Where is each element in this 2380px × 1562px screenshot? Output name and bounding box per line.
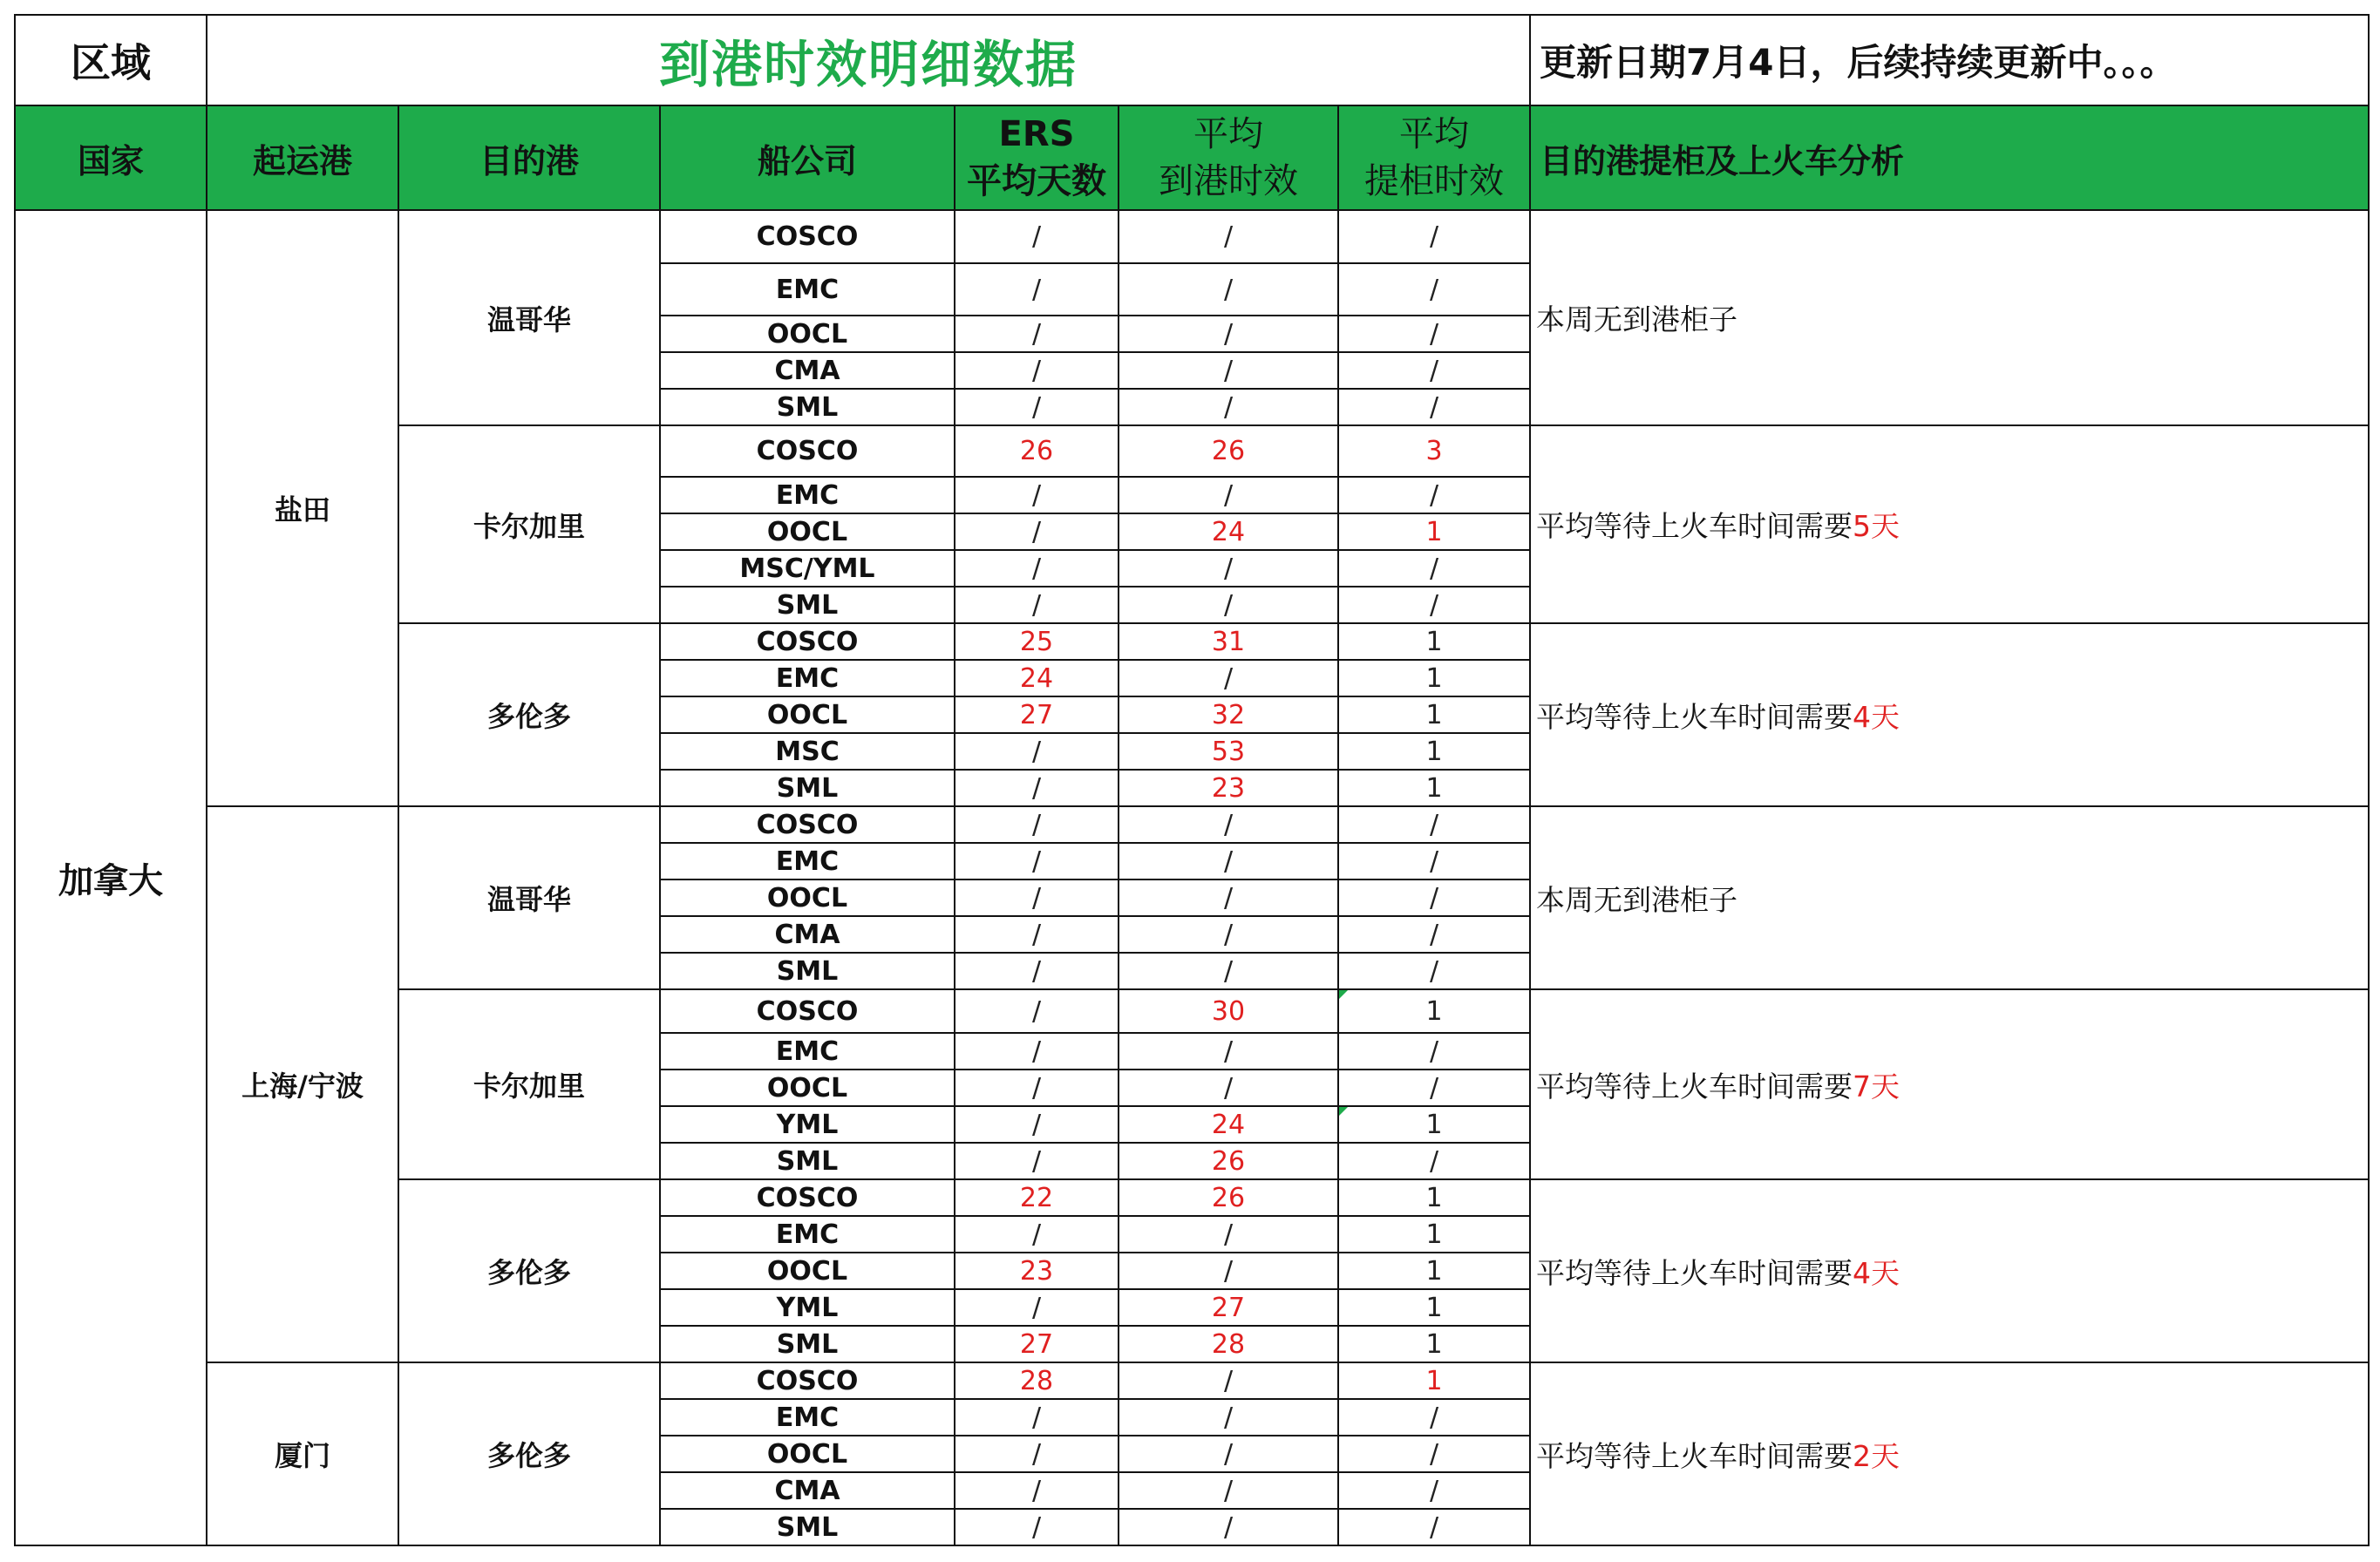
analysis-note-cell bbox=[1530, 989, 2369, 1179]
analysis-note-text: 平均等待上火车时间需要 bbox=[1536, 1069, 1853, 1104]
col-avg-pickup-line2: 提柜时效 bbox=[1364, 161, 1505, 201]
ers-days-cell: / bbox=[955, 1106, 1119, 1143]
avg-pickup-cell: / bbox=[1338, 1436, 1530, 1472]
avg-arrival-cell: 28 bbox=[1119, 1326, 1338, 1362]
carrier-cell: YML bbox=[660, 1289, 955, 1326]
region-label: 区域 bbox=[15, 15, 207, 105]
analysis-note-text: 本周无到港柜子 bbox=[1536, 302, 1738, 336]
col-origin: 起运港 bbox=[207, 105, 398, 210]
carrier-cell: COSCO bbox=[660, 989, 955, 1033]
avg-arrival-cell: 53 bbox=[1119, 733, 1338, 770]
carrier-cell: EMC bbox=[660, 843, 955, 879]
avg-pickup-cell: / bbox=[1338, 1143, 1530, 1179]
carrier-cell: SML bbox=[660, 1509, 955, 1545]
carrier-cell: OOCL bbox=[660, 696, 955, 733]
ers-days-cell: / bbox=[955, 806, 1119, 843]
analysis-note-highlight: 4天 bbox=[1853, 699, 1901, 734]
carrier-cell: OOCL bbox=[660, 1436, 955, 1472]
carrier-cell: MSC/YML bbox=[660, 550, 955, 587]
analysis-note-text: 本周无到港柜子 bbox=[1536, 882, 1738, 917]
analysis-note-highlight: 2天 bbox=[1853, 1438, 1901, 1473]
col-analysis: 目的港提柜及上火车分析 bbox=[1530, 105, 2369, 210]
avg-pickup-cell: 1 bbox=[1338, 1216, 1530, 1253]
ers-days-cell: 28 bbox=[955, 1362, 1119, 1399]
table-row bbox=[15, 210, 2369, 263]
ers-days-cell: / bbox=[955, 1289, 1119, 1326]
ers-days-cell: / bbox=[955, 733, 1119, 770]
carrier-cell: CMA bbox=[660, 352, 955, 389]
carrier-cell: SML bbox=[660, 587, 955, 623]
avg-pickup-cell: 1 bbox=[1338, 1326, 1530, 1362]
origin-port-cell: 厦门 bbox=[207, 1362, 398, 1545]
avg-arrival-cell: / bbox=[1119, 1509, 1338, 1545]
update-note: 更新日期7月4日，后续持续更新中。。。 bbox=[1530, 15, 2369, 105]
avg-pickup-cell: / bbox=[1338, 263, 1530, 316]
avg-arrival-cell: / bbox=[1119, 1033, 1338, 1070]
ers-days-cell: / bbox=[955, 843, 1119, 879]
analysis-note-text: 平均等待上火车时间需要 bbox=[1536, 1438, 1853, 1473]
avg-arrival-cell: / bbox=[1119, 210, 1338, 263]
col-avg-pickup bbox=[1338, 105, 1530, 210]
avg-pickup-cell: / bbox=[1338, 352, 1530, 389]
avg-pickup-cell: 1 bbox=[1338, 1106, 1530, 1143]
column-header-row bbox=[15, 105, 2369, 210]
table-row bbox=[15, 1362, 2369, 1399]
ers-days-cell: 25 bbox=[955, 623, 1119, 660]
avg-arrival-cell: / bbox=[1119, 843, 1338, 879]
ers-days-cell: / bbox=[955, 1143, 1119, 1179]
avg-pickup-cell: / bbox=[1338, 1509, 1530, 1545]
avg-pickup-cell: 1 bbox=[1338, 1253, 1530, 1289]
carrier-cell: OOCL bbox=[660, 1070, 955, 1106]
ers-days-cell: / bbox=[955, 916, 1119, 953]
ers-days-cell: / bbox=[955, 389, 1119, 425]
avg-arrival-cell: 24 bbox=[1119, 1106, 1338, 1143]
avg-pickup-cell: / bbox=[1338, 843, 1530, 879]
carrier-cell: SML bbox=[660, 770, 955, 806]
avg-arrival-cell: 26 bbox=[1119, 425, 1338, 477]
analysis-note-cell bbox=[1530, 1179, 2369, 1362]
ers-days-cell: / bbox=[955, 1399, 1119, 1436]
avg-arrival-cell: / bbox=[1119, 1472, 1338, 1509]
avg-pickup-cell: 1 bbox=[1338, 660, 1530, 696]
carrier-cell: OOCL bbox=[660, 1253, 955, 1289]
avg-arrival-cell: / bbox=[1119, 953, 1338, 989]
avg-pickup-cell: / bbox=[1338, 477, 1530, 513]
avg-arrival-cell: / bbox=[1119, 389, 1338, 425]
avg-pickup-cell: 1 bbox=[1338, 770, 1530, 806]
destination-port-cell: 卡尔加里 bbox=[398, 989, 660, 1179]
avg-arrival-cell: / bbox=[1119, 916, 1338, 953]
carrier-cell: EMC bbox=[660, 1216, 955, 1253]
analysis-note-cell bbox=[1530, 806, 2369, 989]
avg-pickup-cell: 1 bbox=[1338, 989, 1530, 1033]
destination-port-cell: 多伦多 bbox=[398, 623, 660, 806]
avg-arrival-cell: / bbox=[1119, 477, 1338, 513]
col-ers bbox=[955, 105, 1119, 210]
avg-pickup-cell: / bbox=[1338, 587, 1530, 623]
avg-pickup-cell: 1 bbox=[1338, 1362, 1530, 1399]
col-destination: 目的港 bbox=[398, 105, 660, 210]
avg-pickup-cell: / bbox=[1338, 389, 1530, 425]
analysis-note-cell bbox=[1530, 623, 2369, 806]
carrier-cell: COSCO bbox=[660, 623, 955, 660]
data-sheet bbox=[14, 14, 2368, 1546]
ers-days-cell: 27 bbox=[955, 696, 1119, 733]
sheet-title: 到港时效明细数据 bbox=[207, 15, 1530, 105]
carrier-cell: COSCO bbox=[660, 1362, 955, 1399]
avg-arrival-cell: / bbox=[1119, 806, 1338, 843]
avg-arrival-cell: / bbox=[1119, 1070, 1338, 1106]
table-row bbox=[15, 806, 2369, 843]
destination-port-cell: 多伦多 bbox=[398, 1362, 660, 1545]
col-ers-line2: 平均天数 bbox=[967, 161, 1106, 201]
carrier-cell: SML bbox=[660, 953, 955, 989]
analysis-note-highlight: 4天 bbox=[1853, 1255, 1901, 1290]
title-row bbox=[15, 15, 2369, 105]
destination-port-cell: 温哥华 bbox=[398, 806, 660, 989]
analysis-note-text: 平均等待上火车时间需要 bbox=[1536, 1255, 1853, 1290]
avg-arrival-cell: / bbox=[1119, 879, 1338, 916]
avg-pickup-cell: 1 bbox=[1338, 696, 1530, 733]
carrier-cell: OOCL bbox=[660, 879, 955, 916]
carrier-cell: COSCO bbox=[660, 806, 955, 843]
avg-pickup-cell: 1 bbox=[1338, 733, 1530, 770]
ers-days-cell: / bbox=[955, 352, 1119, 389]
carrier-cell: EMC bbox=[660, 660, 955, 696]
avg-arrival-cell: / bbox=[1119, 263, 1338, 316]
ers-days-cell: / bbox=[955, 989, 1119, 1033]
avg-pickup-cell: / bbox=[1338, 806, 1530, 843]
avg-arrival-cell: 30 bbox=[1119, 989, 1338, 1033]
avg-pickup-cell: / bbox=[1338, 879, 1530, 916]
avg-pickup-cell: / bbox=[1338, 1472, 1530, 1509]
avg-arrival-cell: / bbox=[1119, 660, 1338, 696]
avg-pickup-cell: 1 bbox=[1338, 623, 1530, 660]
avg-arrival-cell: 32 bbox=[1119, 696, 1338, 733]
origin-port-cell: 上海/宁波 bbox=[207, 806, 398, 1362]
analysis-note-highlight: 5天 bbox=[1853, 509, 1901, 543]
avg-pickup-cell: / bbox=[1338, 550, 1530, 587]
ers-days-cell: 24 bbox=[955, 660, 1119, 696]
destination-port-cell: 卡尔加里 bbox=[398, 425, 660, 623]
analysis-note-cell bbox=[1530, 1362, 2369, 1545]
avg-pickup-cell: / bbox=[1338, 316, 1530, 352]
ers-days-cell: 23 bbox=[955, 1253, 1119, 1289]
carrier-cell: EMC bbox=[660, 477, 955, 513]
carrier-cell: OOCL bbox=[660, 513, 955, 550]
ers-days-cell: / bbox=[955, 550, 1119, 587]
avg-arrival-cell: 26 bbox=[1119, 1179, 1338, 1216]
avg-arrival-cell: / bbox=[1119, 1399, 1338, 1436]
carrier-cell: OOCL bbox=[660, 316, 955, 352]
avg-pickup-cell: / bbox=[1338, 916, 1530, 953]
avg-pickup-cell: / bbox=[1338, 1033, 1530, 1070]
origin-port-cell: 盐田 bbox=[207, 210, 398, 806]
ers-days-cell: / bbox=[955, 587, 1119, 623]
col-country: 国家 bbox=[15, 105, 207, 210]
carrier-cell: MSC bbox=[660, 733, 955, 770]
destination-port-cell: 多伦多 bbox=[398, 1179, 660, 1362]
carrier-cell: EMC bbox=[660, 1033, 955, 1070]
avg-arrival-cell: 27 bbox=[1119, 1289, 1338, 1326]
avg-pickup-cell: / bbox=[1338, 1070, 1530, 1106]
carrier-cell: SML bbox=[660, 1143, 955, 1179]
carrier-cell: COSCO bbox=[660, 425, 955, 477]
avg-arrival-cell: / bbox=[1119, 1253, 1338, 1289]
analysis-note-highlight: 7天 bbox=[1853, 1069, 1901, 1104]
carrier-cell: SML bbox=[660, 389, 955, 425]
avg-arrival-cell: / bbox=[1119, 550, 1338, 587]
ers-days-cell: / bbox=[955, 316, 1119, 352]
ers-days-cell: / bbox=[955, 1509, 1119, 1545]
ers-days-cell: / bbox=[955, 1070, 1119, 1106]
avg-pickup-cell: 1 bbox=[1338, 1179, 1530, 1216]
avg-arrival-cell: 31 bbox=[1119, 623, 1338, 660]
ers-days-cell: 26 bbox=[955, 425, 1119, 477]
carrier-cell: COSCO bbox=[660, 210, 955, 263]
carrier-cell: EMC bbox=[660, 263, 955, 316]
destination-port-cell: 温哥华 bbox=[398, 210, 660, 425]
ers-days-cell: 22 bbox=[955, 1179, 1119, 1216]
ers-days-cell: / bbox=[955, 770, 1119, 806]
carrier-cell: YML bbox=[660, 1106, 955, 1143]
table-body bbox=[15, 210, 2369, 1545]
ers-days-cell: / bbox=[955, 1216, 1119, 1253]
avg-arrival-cell: / bbox=[1119, 352, 1338, 389]
analysis-note-text: 平均等待上火车时间需要 bbox=[1536, 509, 1853, 543]
avg-pickup-cell: 1 bbox=[1338, 513, 1530, 550]
avg-arrival-cell: 23 bbox=[1119, 770, 1338, 806]
ers-days-cell: / bbox=[955, 1472, 1119, 1509]
ers-days-cell: 27 bbox=[955, 1326, 1119, 1362]
ers-days-cell: / bbox=[955, 879, 1119, 916]
col-avg-arrival bbox=[1119, 105, 1338, 210]
ers-days-cell: / bbox=[955, 513, 1119, 550]
ers-days-cell: / bbox=[955, 1033, 1119, 1070]
avg-arrival-cell: / bbox=[1119, 1362, 1338, 1399]
avg-pickup-cell: / bbox=[1338, 210, 1530, 263]
analysis-note-cell bbox=[1530, 210, 2369, 425]
avg-arrival-cell: / bbox=[1119, 1436, 1338, 1472]
avg-arrival-cell: / bbox=[1119, 1216, 1338, 1253]
arrival-timeliness-table bbox=[14, 14, 2370, 1546]
analysis-note-text: 平均等待上火车时间需要 bbox=[1536, 699, 1853, 734]
col-avg-arrival-line1: 平均 bbox=[1193, 114, 1263, 154]
avg-pickup-cell: 1 bbox=[1338, 1289, 1530, 1326]
col-ers-line1: ERS bbox=[998, 114, 1075, 154]
avg-pickup-cell: / bbox=[1338, 1399, 1530, 1436]
carrier-cell: SML bbox=[660, 1326, 955, 1362]
avg-arrival-cell: 26 bbox=[1119, 1143, 1338, 1179]
col-avg-arrival-line2: 到港时效 bbox=[1159, 161, 1298, 201]
avg-pickup-cell: 3 bbox=[1338, 425, 1530, 477]
carrier-cell: CMA bbox=[660, 916, 955, 953]
carrier-cell: COSCO bbox=[660, 1179, 955, 1216]
col-carrier: 船公司 bbox=[660, 105, 955, 210]
avg-pickup-cell: / bbox=[1338, 953, 1530, 989]
carrier-cell: EMC bbox=[660, 1399, 955, 1436]
ers-days-cell: / bbox=[955, 1436, 1119, 1472]
country-cell: 加拿大 bbox=[15, 210, 207, 1545]
avg-arrival-cell: 24 bbox=[1119, 513, 1338, 550]
carrier-cell: CMA bbox=[660, 1472, 955, 1509]
avg-arrival-cell: / bbox=[1119, 587, 1338, 623]
ers-days-cell: / bbox=[955, 953, 1119, 989]
ers-days-cell: / bbox=[955, 210, 1119, 263]
ers-days-cell: / bbox=[955, 263, 1119, 316]
analysis-note-cell bbox=[1530, 425, 2369, 623]
col-avg-pickup-line1: 平均 bbox=[1399, 114, 1470, 154]
avg-arrival-cell: / bbox=[1119, 316, 1338, 352]
ers-days-cell: / bbox=[955, 477, 1119, 513]
